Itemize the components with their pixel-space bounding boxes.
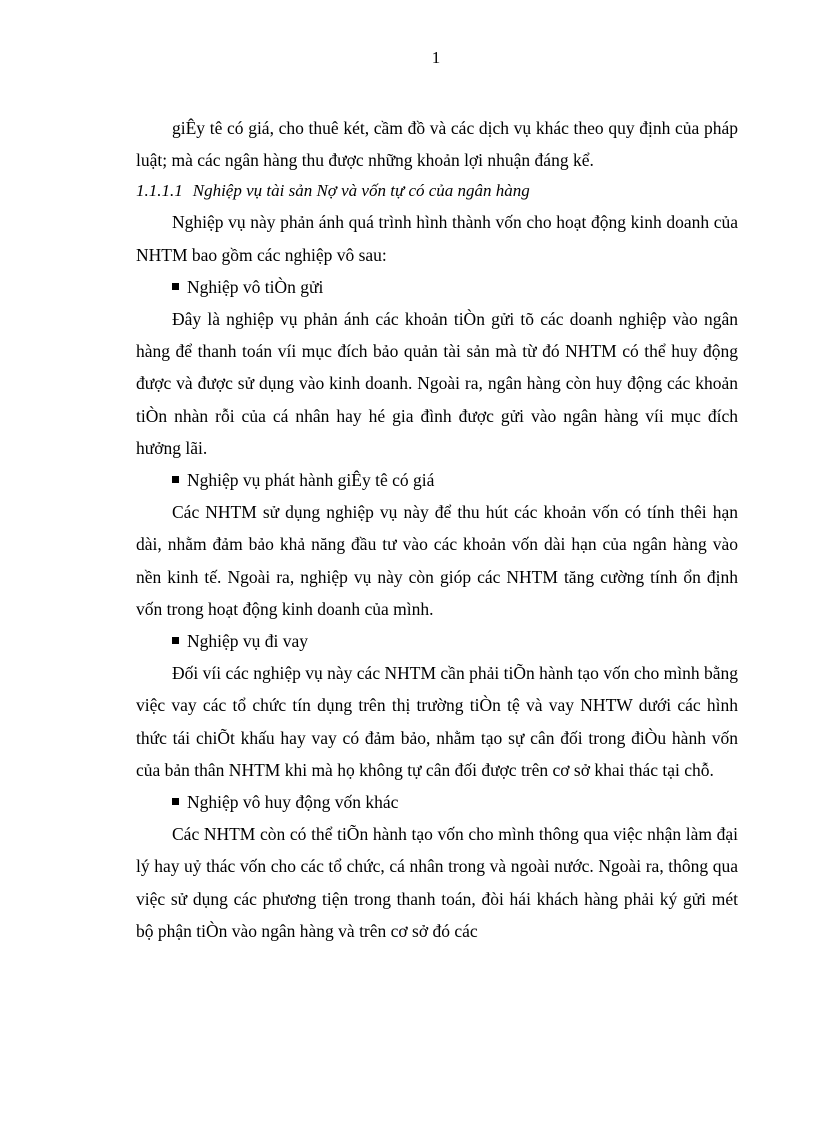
paragraph-deposits: Đây là nghiệp vụ phản ánh các khoản tiÒn gửi tõ các doanh nghiệp vào ngân hàng để thanh toán víi mục đích bảo quản tài sản mà từ đó NHTM có thể huy động được và được sử dụng vào kinh doanh. Ngoài ra, ngân hàng còn huy động các khoản tiÒn nhàn rỗi của cá nhân hay hé gia đình được gửi vào ngân hàng víi mục đích hưởng lãi. [136,309,738,458]
square-bullet-icon [172,637,179,644]
square-bullet-icon [172,798,179,805]
paragraph-securities: Các NHTM sử dụng nghiệp vụ này để thu hút các khoản vốn có tính thêi hạn dài, nhằm đảm bảo khả năng đầu tư vào các khoản vốn dài hạn của ngân hàng vào nền kinh tế. Ngoài ra, nghiệp vụ này còn gióp các NHTM tăng cường tính ổn định vốn trong hoạt động kinh doanh của mình. [136,502,738,619]
document-body [136,112,738,947]
section-heading [136,176,738,206]
bullet-item-securities [136,464,738,496]
paragraph-other-funding: Các NHTM còn có thể tiÕn hành tạo vốn cho mình thông qua việc nhận làm đại lý hay uỷ thác vốn cho các tổ chức, cá nhân trong và ngoài nước. Ngoài ra, thông qua việc sử dụng các phương tiện trong thanh toán, đòi hái khách hàng phải ký gửi mét bộ phận tiÒn vào ngân hàng và trên cơ sở đó các [136,824,738,941]
bullet-item-other-funding [136,786,738,818]
page-number: 1 [431,48,441,67]
square-bullet-icon [172,283,179,290]
bullet-item-deposits [136,271,738,303]
paragraph-overview: Nghiệp vụ này phản ánh quá trình hình thành vốn cho hoạt động kinh doanh của NHTM bao gồm các nghiệp vô sau: [136,212,738,265]
bullet-item-borrowing [136,625,738,657]
paragraph-intro: giÊy tê có giá, cho thuê két, cầm đồ và các dịch vụ khác theo quy định của pháp luật; mà các ngân hàng thu được những khoản lợi nhuận đáng kể. [136,118,738,171]
bullet-label: Nghiệp vụ đi vay [187,631,309,652]
section-title: Nghiệp vụ tài sản Nợ và vốn tự có của ngân hàng [192,181,530,201]
paragraph-borrowing: Đối víi các nghiệp vụ này các NHTM cần phải tiÕn hành tạo vốn cho mình bằng việc vay các tổ chức tín dụng trên thị trường tiÒn tệ và vay NHTW dưới các hình thức tái chiÕt khấu hay vay có đảm bảo, nhằm tạo sự cân đối trong điÒu hành vốn của bản thân NHTM khi mà họ không tự cân đối được trên cơ sở khai thác tại chỗ. [136,663,738,780]
bullet-label: Nghiệp vụ phát hành giÊy tê có giá [187,470,435,491]
square-bullet-icon [172,476,179,483]
bullet-label: Nghiệp vô tiÒn gửi [187,276,324,297]
bullet-label: Nghiệp vô huy động vốn khác [187,792,399,813]
section-number: 1.1.1.1 [136,181,183,201]
